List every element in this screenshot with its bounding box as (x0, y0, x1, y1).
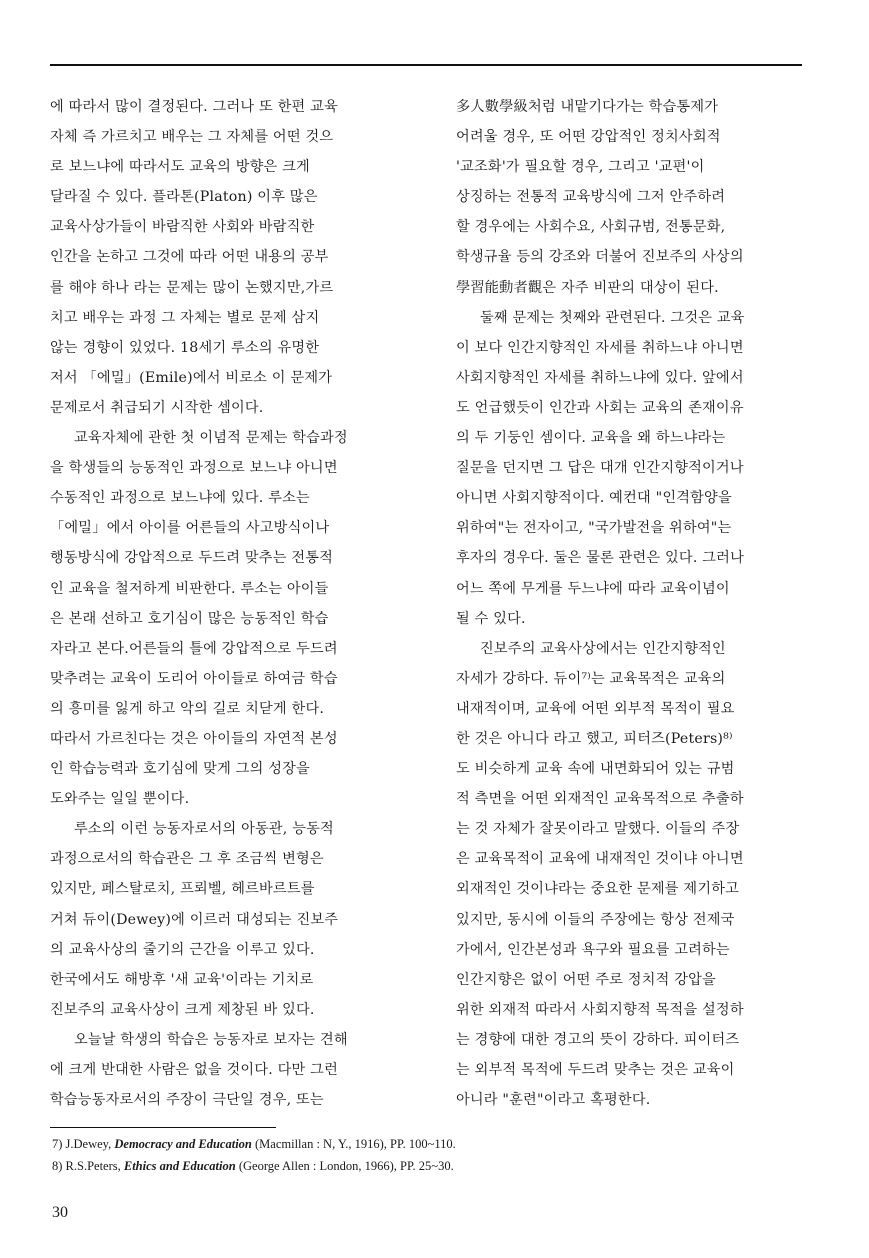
left-column-line: 를 해야 하나 라는 문제는 많이 논했지만,가르 (50, 279, 334, 296)
left-column-line: 을 학생들의 능동적인 과정으로 보느냐 아니면 (50, 460, 338, 477)
right-column-line: 가에서, 인간본성과 욕구와 필요를 고려하는 (456, 941, 730, 958)
right-column (456, 92, 801, 1115)
left-column-line: 치고 배우는 과정 그 자체는 별로 문제 삼지 (50, 309, 320, 326)
right-column-line: 은 교육목적이 교육에 내재적인 것이냐 아니면 (456, 851, 744, 868)
left-column-line: 있지만, 페스탈로치, 프뢰벨, 헤르바르트를 (50, 881, 315, 898)
footnote-8: 8) R.S.Peters, Ethics and Education (George Allen : London, 1966), PP. 25~30. (52, 1159, 454, 1173)
left-column-line: 자라고 본다.어른들의 틀에 강압적으로 두드려 (50, 640, 338, 657)
right-column-line: 자세가 강하다. 듀이⁷⁾는 교육목적은 교육의 (456, 670, 726, 687)
left-column-line: 한국에서도 해방후 '새 교육'이라는 기치로 (50, 971, 314, 988)
header-rule (50, 64, 802, 66)
right-column-line: 학생규율 등의 강조와 더불어 진보주의 사상의 (456, 249, 744, 266)
left-column-line: 「에밀」에서 아이를 어른들의 사고방식이나 (50, 520, 330, 537)
right-column-line: 위한 외재적 따라서 사회지향적 목적을 설정하 (456, 1001, 744, 1018)
left-column-line: 에 크게 반대한 사람은 없을 것이다. 다만 그런 (50, 1062, 338, 1078)
left-column (50, 92, 395, 1115)
left-column-line: 로 보느냐에 따라서도 교육의 방향은 크게 (50, 159, 310, 176)
right-column-line: 외재적인 것이냐라는 중요한 문제를 제기하고 (456, 881, 740, 898)
left-column-line: 거쳐 듀이(Dewey)에 이르러 대성되는 진보주 (50, 911, 339, 928)
page-number: 30 (52, 1204, 68, 1221)
right-column-line: 인간지향은 없이 어떤 주로 정치적 강압을 (456, 971, 716, 988)
right-column-line: 도 언급했듯이 인간과 사회는 교육의 존재이유 (456, 399, 744, 416)
left-column-line: 따라서 가르친다는 것은 아이들의 자연적 본성 (50, 730, 338, 747)
right-column-line: 위하여"는 전자이고, "국가발전을 위하여"는 (456, 520, 732, 537)
left-column-line: 의 교육사상의 줄기의 근간을 이루고 있다. (50, 941, 315, 958)
left-column-line: 문제로서 취급되기 시작한 셈이다. (50, 399, 264, 416)
right-column-line: 學習能動者觀은 자주 비판의 대상이 된다. (456, 279, 719, 296)
left-column-line: 맞추려는 교육이 도리어 아이들로 하여금 학습 (50, 670, 338, 687)
right-column-line: 후자의 경우다. 둘은 물론 관련은 있다. 그러나 (456, 550, 744, 567)
left-column-line: 진보주의 교육사상이 크게 제창된 바 있다. (50, 1001, 315, 1018)
right-column-line: 아니라 "훈련"이라고 혹평한다. (456, 1092, 651, 1109)
footnote-7: 7) J.Dewey, Democracy and Education (Macmillan : N, Y., 1916), PP. 100~110. (52, 1137, 456, 1151)
right-column-line: 될 수 있다. (456, 610, 526, 627)
left-column-line: 자체 즉 가르치고 배우는 그 자체를 어떤 것으 (50, 129, 334, 146)
right-column-line: 둘째 문제는 첫째와 관련된다. 그것은 교육 (480, 309, 745, 326)
left-column-line: 행동방식에 강압적으로 두드려 맞추는 전통적 (50, 550, 334, 567)
right-column-line: 내재적이며, 교육에 어떤 외부적 목적이 필요 (456, 700, 735, 717)
left-column-line: 교육사상가들이 바람직한 사회와 바람직한 (50, 219, 315, 236)
right-column-line: 할 경우에는 사회수요, 사회규범, 전통문화, (456, 219, 726, 236)
right-column-line: 상징하는 전통적 교육방식에 그저 안주하려 (456, 189, 726, 206)
left-column-line: 도와주는 일일 뿐이다. (50, 791, 190, 808)
footnote-8-title: Ethics and Education (123, 1159, 236, 1173)
right-column-line: 多人數學級처럼 내맡기다가는 학습통제가 (456, 99, 719, 115)
footnote-rule (50, 1127, 276, 1128)
right-column-line: 는 것 자체가 잘못이라고 말했다. 이들의 주장 (456, 821, 740, 838)
left-column-line: 은 본래 선하고 호기심이 많은 능동적인 학습 (50, 610, 329, 627)
left-column-line: 과정으로서의 학습관은 그 후 조금씩 변형은 (50, 851, 324, 868)
right-column-line: '교조화'가 필요할 경우, 그리고 '교편'이 (456, 159, 705, 176)
right-column-line: 는 경향에 대한 경고의 뜻이 강하다. 피이터즈 (456, 1031, 740, 1048)
right-column-line: 사회지향적인 자세를 취하느냐에 있다. 앞에서 (456, 369, 744, 386)
right-column-line: 아니면 사회지향적이다. 예컨대 "인격함양을 (456, 490, 732, 507)
left-column-line: 달라질 수 있다. 플라톤(Platon) 이후 많은 (50, 189, 318, 206)
left-column-line: 에 따라서 많이 결정된다. 그러나 또 한편 교육 (50, 99, 338, 115)
left-column-line: 의 흥미를 잃게 하고 악의 길로 치닫게 한다. (50, 700, 325, 717)
right-column-line: 한 것은 아니다 라고 했고, 피터즈(Peters)⁸⁾ (456, 730, 733, 747)
left-column-line: 수동적인 과정으로 보느냐에 있다. 루소는 (50, 490, 310, 507)
left-column-line: 인 학습능력과 호기심에 맞게 그의 성장을 (50, 761, 310, 778)
left-column-line: 인간을 논하고 그것에 따라 어떤 내용의 공부 (50, 249, 329, 266)
right-column-line: 있지만, 동시에 이들의 주장에는 항상 전제국 (456, 911, 735, 928)
right-column-line: 어느 쪽에 무게를 두느냐에 따라 교육이념이 (456, 580, 730, 597)
left-column-line: 오늘날 학생의 학습은 능동자로 보자는 견해 (74, 1031, 348, 1048)
footnote-7-title: Democracy and Education (114, 1137, 252, 1151)
left-column-line: 학습능동자로서의 주장이 극단일 경우, 또는 (50, 1092, 324, 1109)
right-column-line: 는 외부적 목적에 두드려 맞추는 것은 교육이 (456, 1062, 735, 1078)
right-column-line: 질문을 던지면 그 답은 대개 인간지향적이거나 (456, 460, 744, 477)
right-column-line: 적 측면을 어떤 외재적인 교육목적으로 추출하 (456, 791, 744, 808)
left-column-line: 저서 「에밀」(Emile)에서 비로소 이 문제가 (50, 369, 333, 386)
left-column-line: 않는 경향이 있었다. 18세기 루소의 유명한 (50, 339, 320, 356)
footnotes (52, 1133, 752, 1177)
right-column-line: 진보주의 교육사상에서는 인간지향적인 (480, 640, 726, 657)
left-column-line: 인 교육을 철저하게 비판한다. 루소는 아이들 (50, 580, 329, 597)
right-column-line: 도 비슷하게 교육 속에 내면화되어 있는 규범 (456, 761, 735, 778)
left-column-line: 루소의 이런 능동자로서의 아동관, 능동적 (74, 821, 334, 838)
left-column-line: 교육자체에 관한 첫 이념적 문제는 학습과정 (74, 430, 348, 447)
right-column-line: 이 보다 인간지향적인 자세를 취하느냐 아니면 (456, 339, 744, 356)
right-column-line: 의 두 기둥인 셈이다. 교육을 왜 하느냐라는 (456, 430, 726, 447)
right-column-line: 어려울 경우, 또 어떤 강압적인 정치사회적 (456, 129, 721, 146)
